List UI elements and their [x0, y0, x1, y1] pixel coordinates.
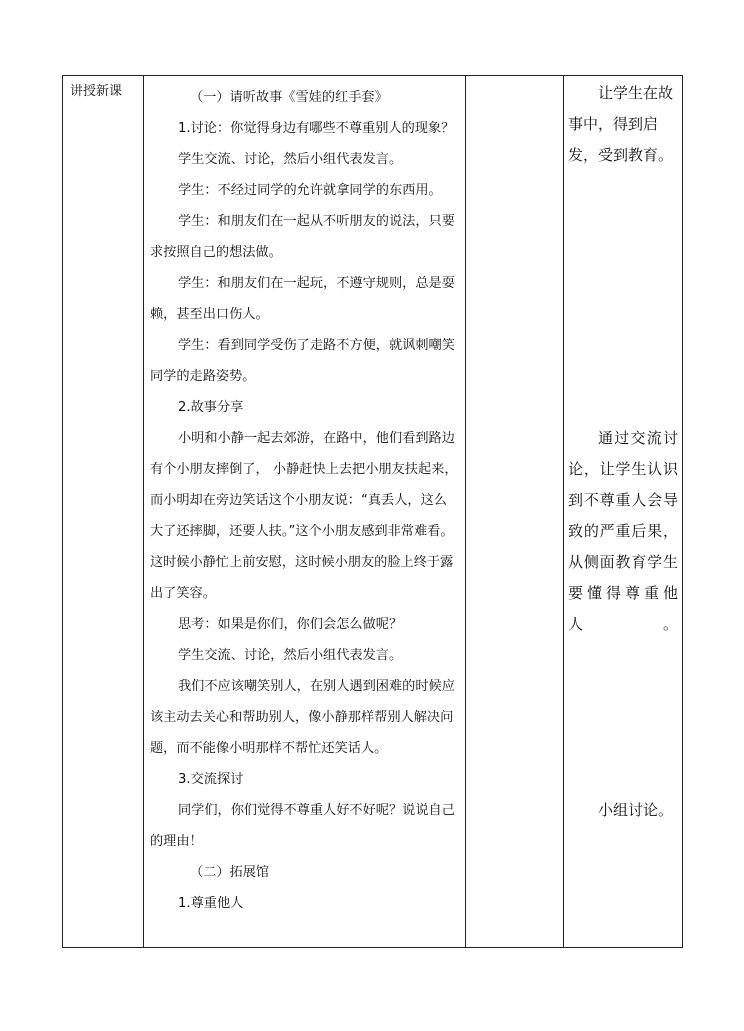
paragraph: 学生：和朋友们在一起玩，不遵守规则，总是耍赖，甚至出口伤人。 — [150, 276, 455, 322]
paragraph: 学生：不经过同学的允许就拿同学的东西用。 — [178, 183, 442, 198]
paragraph: 学生：看到同学受伤了走路不方便，就讽刺嘲笑同学的走路姿势。 — [150, 338, 455, 384]
section-title: （二）拓展馆 — [190, 865, 270, 880]
intent-note — [568, 78, 678, 171]
discussion-item: 1.讨论：你觉得身边有哪些不尊重别人的现象？ — [178, 121, 455, 136]
paragraph: 学生：和朋友们在一起从不听朋友的说法，只要求按照自己的想法做。 — [150, 214, 455, 260]
column-divider — [143, 76, 144, 947]
intent-text: 通过交流讨论，让学生认识到不尊重人会导致的严重后果，从侧面教育学生要懂得尊重他人。 — [568, 429, 678, 633]
teaching-content — [150, 82, 458, 919]
respect-item: 1.尊重他人 — [178, 896, 244, 911]
paragraph: 学生交流、讨论，然后小组代表发言。 — [178, 152, 403, 167]
row-label: 讲授新课 — [70, 84, 123, 99]
exchange-item: 3.交流探讨 — [178, 772, 244, 787]
intent-text: 让学生在故事中，得到启发，受到教育。 — [568, 84, 674, 164]
story-paragraph: 小明和小静一起去郊游，在路中，他们看到路边有个小朋友摔倒了， 小静赶快上去把小朋友扶起来，而小明却在旁边笑话这个小朋友说：“真丢人，这么大了还摔脚，还要人扶。”这个小朋友感到非常难看。这时候小静忙上前安慰，这时候小朋友的脸上终于露出了笑容。 — [150, 431, 458, 601]
paragraph: 我们不应该嘲笑别人，在别人遇到困难的时候应该主动去关心和帮助别人，像小静那样帮别人解决问题，而不能像小明那样不帮忙还笑话人。 — [150, 679, 455, 756]
intent-note — [568, 795, 678, 826]
paragraph: 学生交流、讨论，然后小组代表发言。 — [178, 648, 403, 663]
paragraph: 同学们，你们觉得不尊重人好不好呢？说说自己的理由！ — [150, 803, 455, 849]
intent-text: 小组讨论。 — [598, 801, 674, 819]
column-divider — [563, 76, 564, 947]
lesson-table — [62, 75, 683, 948]
think-question: 思考：如果是你们，你们会怎么做呢？ — [178, 617, 403, 632]
story-item: 2.故事分享 — [178, 400, 244, 415]
intent-note — [568, 423, 678, 640]
column-divider — [465, 76, 466, 947]
section-title: （一）请听故事《雪娃的红手套》 — [190, 90, 388, 105]
